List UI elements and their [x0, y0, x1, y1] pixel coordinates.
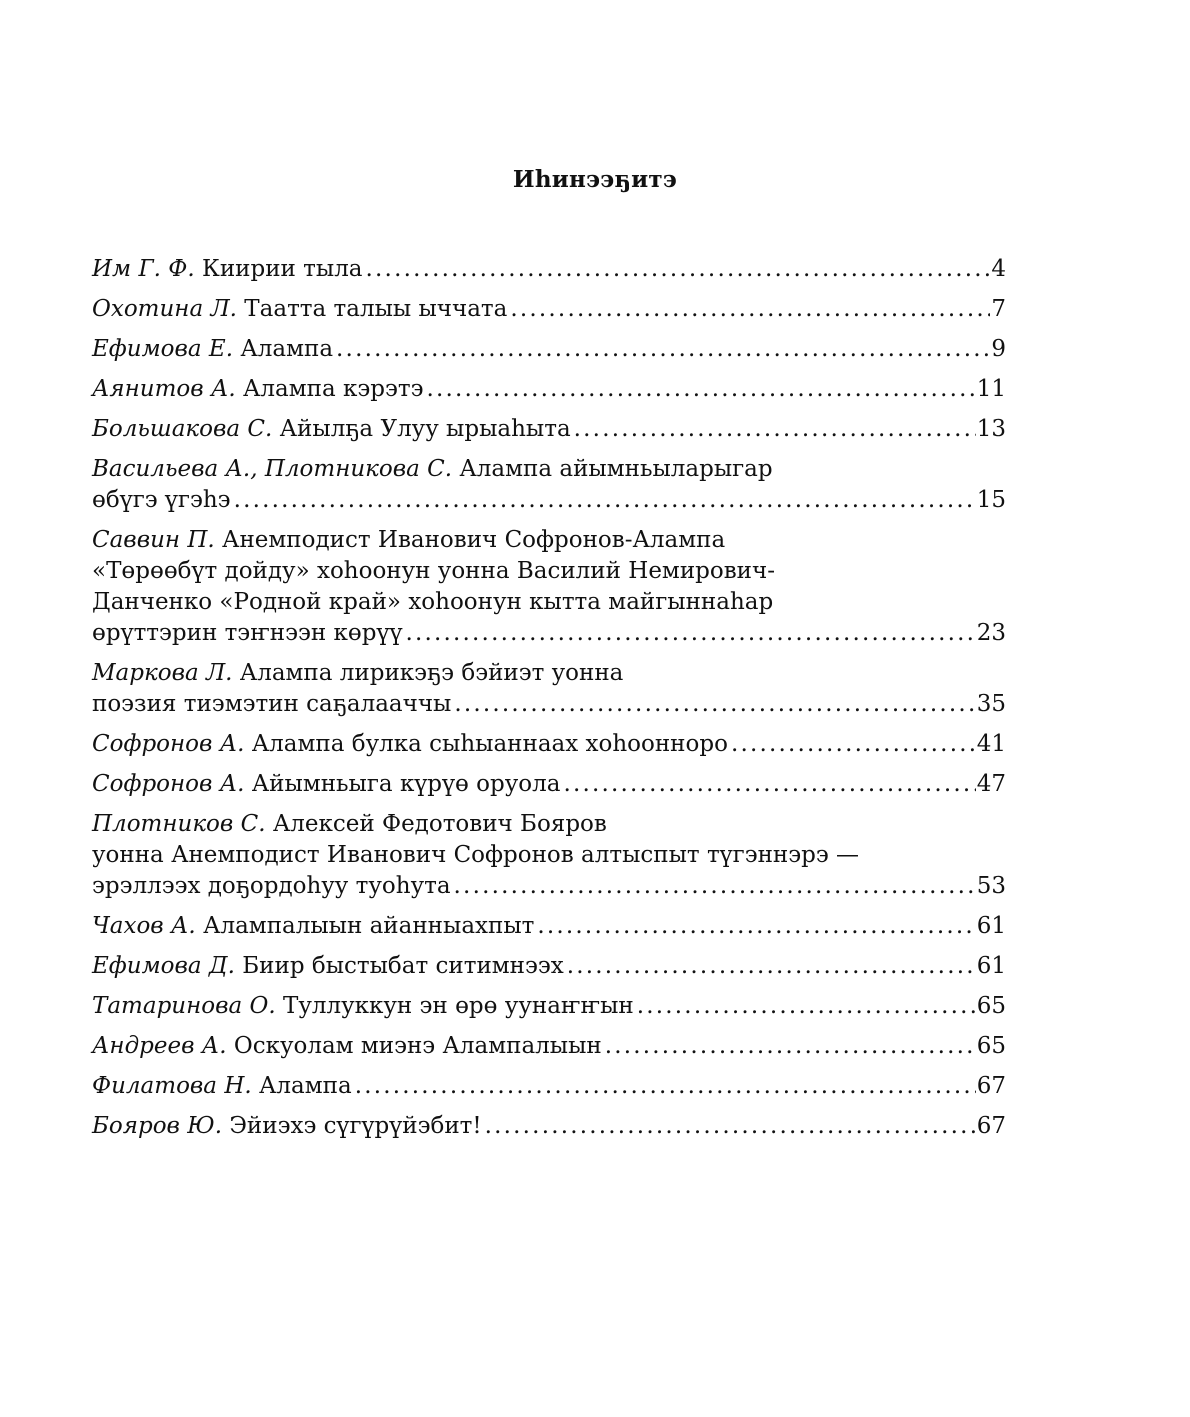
dot-leader [366, 254, 991, 285]
toc-entry-page-number: 47 [976, 771, 1006, 797]
toc-entry-line [92, 525, 1006, 556]
dot-leader [563, 769, 975, 800]
dot-leader [574, 414, 976, 445]
toc-entry-text [92, 811, 607, 837]
toc-entry-text [92, 1111, 482, 1142]
toc-entry[interactable] [92, 658, 1006, 720]
toc-entry[interactable] [92, 1031, 1006, 1062]
toc-entry-text [92, 729, 728, 760]
toc-entry-final-line [92, 911, 1006, 942]
toc-entry[interactable] [92, 254, 1006, 285]
dot-leader [605, 1031, 976, 1062]
dot-leader [637, 991, 976, 1022]
dot-leader [355, 1071, 976, 1102]
toc-entry-page-number: 13 [976, 416, 1006, 442]
toc-entry[interactable] [92, 809, 1006, 902]
dot-leader [731, 729, 976, 760]
toc-entry-line [92, 454, 1006, 485]
toc-entry-page-number: 23 [976, 620, 1006, 646]
toc-entry-author: Саввин П. [92, 527, 215, 553]
toc-entry-final-line [92, 1031, 1006, 1062]
toc-entry-page-number: 11 [976, 376, 1006, 402]
toc-entry-title: Алампа [240, 336, 334, 362]
toc-entry-author: Чахов А. [92, 913, 196, 939]
toc-entry-page-number: 65 [976, 993, 1006, 1019]
toc-entry-final-line [92, 414, 1006, 445]
toc-entry-title: өрүттэрин тэҥнээн көрүү [92, 620, 403, 646]
toc-entry-text [92, 456, 773, 482]
toc-entry-text [92, 689, 451, 720]
toc-entry-title: Айымньыга күрүө оруола [251, 771, 561, 797]
toc-entry-page-number: 35 [976, 691, 1006, 717]
toc-entry-text [92, 1031, 602, 1062]
toc-entry[interactable] [92, 374, 1006, 405]
toc-entry[interactable] [92, 414, 1006, 445]
toc-entry-final-line [92, 254, 1006, 285]
toc-entry-page-number: 15 [976, 487, 1006, 513]
toc-entry-title: Алексей Федотович Бояров [272, 811, 607, 837]
toc-entry-page-number: 61 [976, 913, 1006, 939]
toc-entry-page-number: 7 [991, 296, 1006, 322]
toc-entry-final-line [92, 374, 1006, 405]
toc-entry-page-number: 4 [991, 256, 1006, 282]
dot-leader [567, 951, 976, 982]
toc-entry-final-line [92, 991, 1006, 1022]
toc-entry-final-line [92, 871, 1006, 902]
toc-entry-text [92, 618, 402, 649]
toc-entry-title: поэзия тиэмэтин саҕалааччы [92, 691, 452, 717]
toc-entry-line [92, 556, 1006, 587]
dot-leader [426, 374, 975, 405]
toc-entry-text [92, 1071, 352, 1102]
toc-entry[interactable] [92, 1071, 1006, 1102]
toc-entry-author: Васильева А., Плотникова С. [92, 456, 453, 482]
toc-entry-title: Айылҕа Улуу ырыаhыта [279, 416, 571, 442]
toc-entry-final-line [92, 618, 1006, 649]
toc-entry-author: Софронов А. [92, 771, 245, 797]
toc-entry-final-line [92, 729, 1006, 760]
toc-entry[interactable] [92, 525, 1006, 649]
toc-entry-text [92, 527, 725, 553]
toc-entry-text [92, 991, 634, 1022]
toc-entry-final-line [92, 1071, 1006, 1102]
toc-entry-text [92, 334, 333, 365]
toc-entry-author: Филатова Н. [92, 1073, 252, 1099]
toc-entry-final-line [92, 294, 1006, 325]
toc-entry-author: Им Г. Ф. [92, 256, 195, 282]
toc-entry-author: Бояров Ю. [92, 1113, 223, 1139]
toc-entry-title: Анемподист Иванович Софронов-Алампа [222, 527, 726, 553]
toc-entry-author: Плотников С. [92, 811, 266, 837]
toc-entry-author: Ефимова Д. [92, 953, 235, 979]
toc-entry-page-number: 67 [976, 1073, 1006, 1099]
toc-entry-final-line [92, 769, 1006, 800]
toc-entry-author: Охотина Л. [92, 296, 237, 322]
toc-entry-text [92, 414, 571, 445]
toc-entry-author: Софронов А. [92, 731, 245, 757]
toc-entry-page-number: 41 [976, 731, 1006, 757]
toc-entry[interactable] [92, 334, 1006, 365]
toc-entry-text [92, 660, 623, 686]
toc-entry-title: Эйиэхэ сүгүрүйэбит! [229, 1113, 482, 1139]
toc-entry-page-number: 65 [976, 1033, 1006, 1059]
toc-entry-title: уонна Анемподист Иванович Софронов алтыспыт түгэннэрэ — [92, 842, 860, 868]
toc-entry-final-line [92, 485, 1006, 516]
toc-entry-title: Алампа [259, 1073, 352, 1099]
toc-entry-final-line [92, 334, 1006, 365]
toc-entry-author: Ефимова Е. [92, 336, 234, 362]
toc-entry-text [92, 374, 423, 405]
toc-entry-title: Алампа булка сыhыаннаах хоhооннорo [251, 731, 728, 757]
toc-entry[interactable] [92, 454, 1006, 516]
toc-entry-author: Маркова Л. [92, 660, 233, 686]
toc-entry-line [92, 840, 1006, 871]
toc-entry-text [92, 485, 231, 516]
toc-entry-page-number: 67 [976, 1113, 1006, 1139]
dot-leader [454, 689, 975, 720]
toc-entry-title: Биир быстыбат ситимнээх [242, 953, 564, 979]
toc-entry-text [92, 769, 560, 800]
toc-entry-page-number: 9 [991, 336, 1006, 362]
dot-leader [405, 618, 975, 649]
toc-entry-title: Таатта талыы ыччата [244, 296, 508, 322]
toc-entry-text [92, 842, 859, 868]
toc-entry-title: Данченко «Родной край» хоhоонун кытта майгыннаhар [92, 589, 774, 615]
toc-entry-author: Татаринова О. [92, 993, 276, 1019]
toc-entry-line [92, 809, 1006, 840]
toc-entry-text [92, 589, 773, 615]
toc-entry-text [92, 871, 451, 902]
toc-entry[interactable] [92, 1111, 1006, 1142]
toc-entry-text [92, 911, 534, 942]
toc-entry-title: Алампа кэрэтэ [243, 376, 424, 402]
toc-entry-title: эрэллээх доҕордоhуу туоhута [92, 873, 451, 899]
toc-entry[interactable] [92, 951, 1006, 982]
toc-entry[interactable] [92, 294, 1006, 325]
toc-entry[interactable] [92, 729, 1006, 760]
toc-entry-text [92, 951, 564, 982]
toc-entry[interactable] [92, 991, 1006, 1022]
table-of-contents [92, 254, 1006, 1151]
toc-entry-author: Андреев А. [92, 1033, 227, 1059]
toc-entry-line [92, 658, 1006, 689]
dot-leader [485, 1111, 976, 1142]
toc-entry-author: Аянитов А. [92, 376, 236, 402]
toc-entry-page-number: 61 [976, 953, 1006, 979]
toc-entry-final-line [92, 689, 1006, 720]
toc-entry-final-line [92, 1111, 1006, 1142]
toc-entry-text [92, 294, 507, 325]
toc-entry-title: «Төрөөбүт дойду» хоhоонун уонна Василий Немирович- [92, 558, 775, 584]
dot-leader [454, 871, 976, 902]
toc-entry-text [92, 254, 363, 285]
dot-leader [234, 485, 976, 516]
toc-entry-text [92, 558, 775, 584]
toc-entry[interactable] [92, 911, 1006, 942]
toc-entry-line [92, 587, 1006, 618]
dot-leader [336, 334, 990, 365]
toc-entry-title: Туллуккун эн өрө уунаҥҥын [283, 993, 634, 1019]
toc-entry-title: Оскуолам миэнэ Алампалыын [233, 1033, 602, 1059]
toc-entry-author: Большакова С. [92, 416, 273, 442]
toc-entry[interactable] [92, 769, 1006, 800]
dot-leader [537, 911, 975, 942]
toc-entry-title: өбүгэ үгэhэ [92, 487, 231, 513]
dot-leader [510, 294, 990, 325]
toc-entry-page-number: 53 [976, 873, 1006, 899]
page-title: Иhинээҕитэ [512, 166, 678, 193]
toc-entry-final-line [92, 951, 1006, 982]
toc-entry-title: Киирии тыла [202, 256, 363, 282]
toc-entry-title: Алампа айымньыларыгар [459, 456, 773, 482]
toc-entry-title: Алампалыын айанныахпыт [203, 913, 535, 939]
toc-entry-title: Алампа лирикэҕэ бэйиэт уонна [239, 660, 624, 686]
